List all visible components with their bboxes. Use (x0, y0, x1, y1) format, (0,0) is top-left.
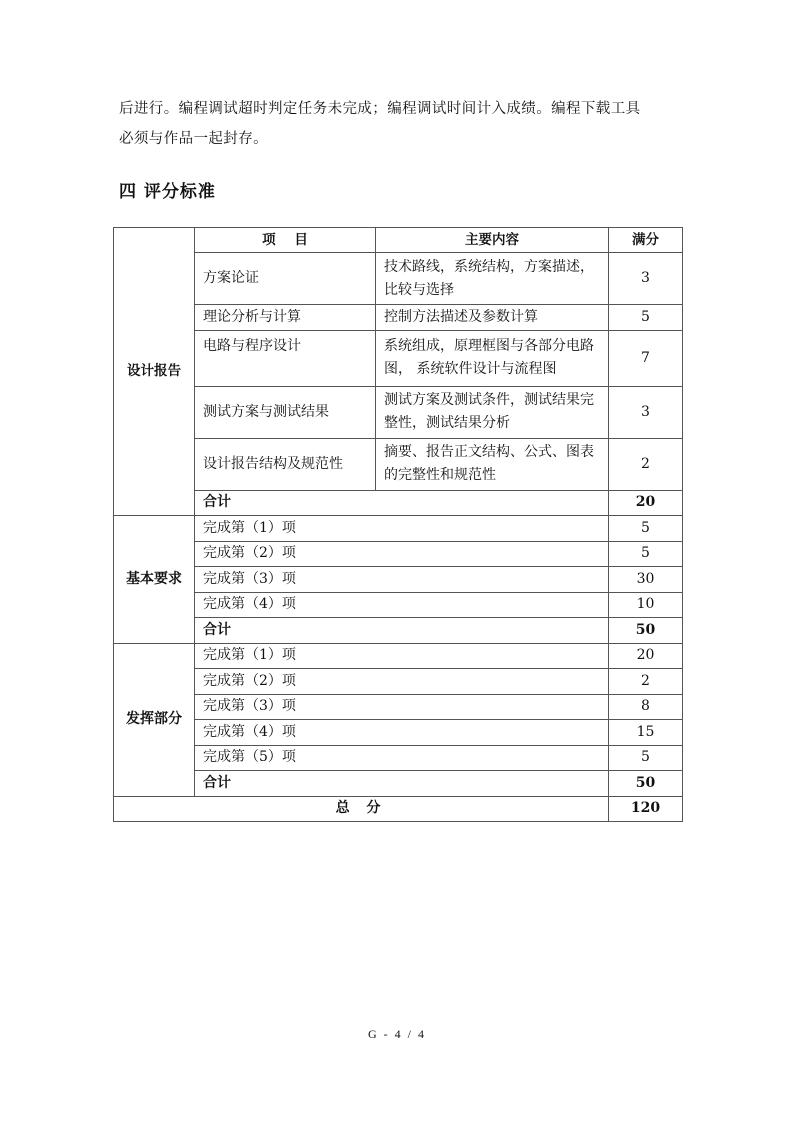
category-cell (114, 643, 195, 796)
score-cell: 10 (609, 592, 683, 618)
score-cell: 2 (609, 438, 683, 490)
score-cell: 15 (609, 720, 683, 746)
score-cell: 8 (609, 694, 683, 720)
subtotal-value: 50 (609, 771, 683, 797)
section-heading: 四 评分标准 (119, 182, 216, 202)
grand-total-row (114, 796, 683, 822)
body-paragraph-line-1: 后进行。编程调试超时判定任务未完成；编程调试时间计入成绩。编程下载工具 (119, 101, 641, 117)
item-cell: 完成第（4）项 (195, 592, 609, 618)
table-row (114, 253, 683, 305)
table-row (114, 516, 683, 542)
header-item: 项 目 (195, 228, 376, 253)
item-cell: 电路与程序设计 (195, 330, 376, 386)
content-cell: 摘要、报告正文结构、公式、图表的完整性和规范性 (376, 438, 609, 490)
table-row (114, 438, 683, 490)
score-cell: 7 (609, 330, 683, 386)
subtotal-label: 合计 (195, 771, 609, 797)
item-cell: 完成第（1）项 (195, 516, 609, 542)
table-row (114, 330, 683, 386)
item-cell: 完成第（2）项 (195, 669, 609, 695)
score-cell: 3 (609, 253, 683, 305)
table-header-row (114, 228, 683, 253)
item-cell: 完成第（1）项 (195, 643, 609, 669)
item-cell: 设计报告结构及规范性 (195, 438, 376, 490)
table-row (114, 694, 683, 720)
table-row (114, 643, 683, 669)
subtotal-row (114, 618, 683, 644)
subtotal-label: 合计 (195, 618, 609, 644)
score-cell: 2 (609, 669, 683, 695)
table-row (114, 745, 683, 771)
table-row (114, 567, 683, 593)
score-cell: 5 (609, 305, 683, 331)
content-cell: 系统组成，原理框图与各部分电路图， 系统软件设计与流程图 (376, 330, 609, 386)
table-row (114, 386, 683, 438)
body-paragraph-line-2: 必须与作品一起封存。 (119, 131, 268, 147)
grand-total-label: 总 分 (114, 796, 609, 822)
page-footer: G - 4 / 4 (368, 1027, 426, 1041)
score-cell: 5 (609, 516, 683, 542)
scoring-table (113, 227, 683, 822)
score-cell: 20 (609, 643, 683, 669)
item-cell: 完成第（5）项 (195, 745, 609, 771)
item-cell: 完成第（3）项 (195, 694, 609, 720)
item-cell: 测试方案与测试结果 (195, 386, 376, 438)
table-row (114, 541, 683, 567)
table-row (114, 720, 683, 746)
item-cell: 方案论证 (195, 253, 376, 305)
score-cell: 3 (609, 386, 683, 438)
subtotal-row (114, 490, 683, 516)
table-row (114, 669, 683, 695)
subtotal-row (114, 771, 683, 797)
content-cell: 测试方案及测试条件，测试结果完整性，测试结果分析 (376, 386, 609, 438)
item-cell: 理论分析与计算 (195, 305, 376, 331)
table-row (114, 305, 683, 331)
category-label: 基本要求 (126, 570, 182, 587)
subtotal-value: 20 (609, 490, 683, 516)
content-cell: 控制方法描述及参数计算 (376, 305, 609, 331)
header-score: 满分 (609, 228, 683, 253)
grand-total-value: 120 (609, 796, 683, 822)
item-cell: 完成第（4）项 (195, 720, 609, 746)
item-cell: 完成第（2）项 (195, 541, 609, 567)
category-label: 设计报告 (127, 363, 181, 379)
category-cell (114, 228, 195, 516)
content-cell: 技术路线，系统结构，方案描述，比较与选择 (376, 253, 609, 305)
score-cell: 5 (609, 541, 683, 567)
category-label: 发挥部分 (126, 711, 182, 727)
subtotal-label: 合计 (195, 490, 609, 516)
subtotal-value: 50 (609, 618, 683, 644)
header-content: 主要内容 (376, 228, 609, 253)
item-cell: 完成第（3）项 (195, 567, 609, 593)
category-cell (114, 516, 195, 644)
score-cell: 30 (609, 567, 683, 593)
table-row (114, 592, 683, 618)
score-cell: 5 (609, 745, 683, 771)
